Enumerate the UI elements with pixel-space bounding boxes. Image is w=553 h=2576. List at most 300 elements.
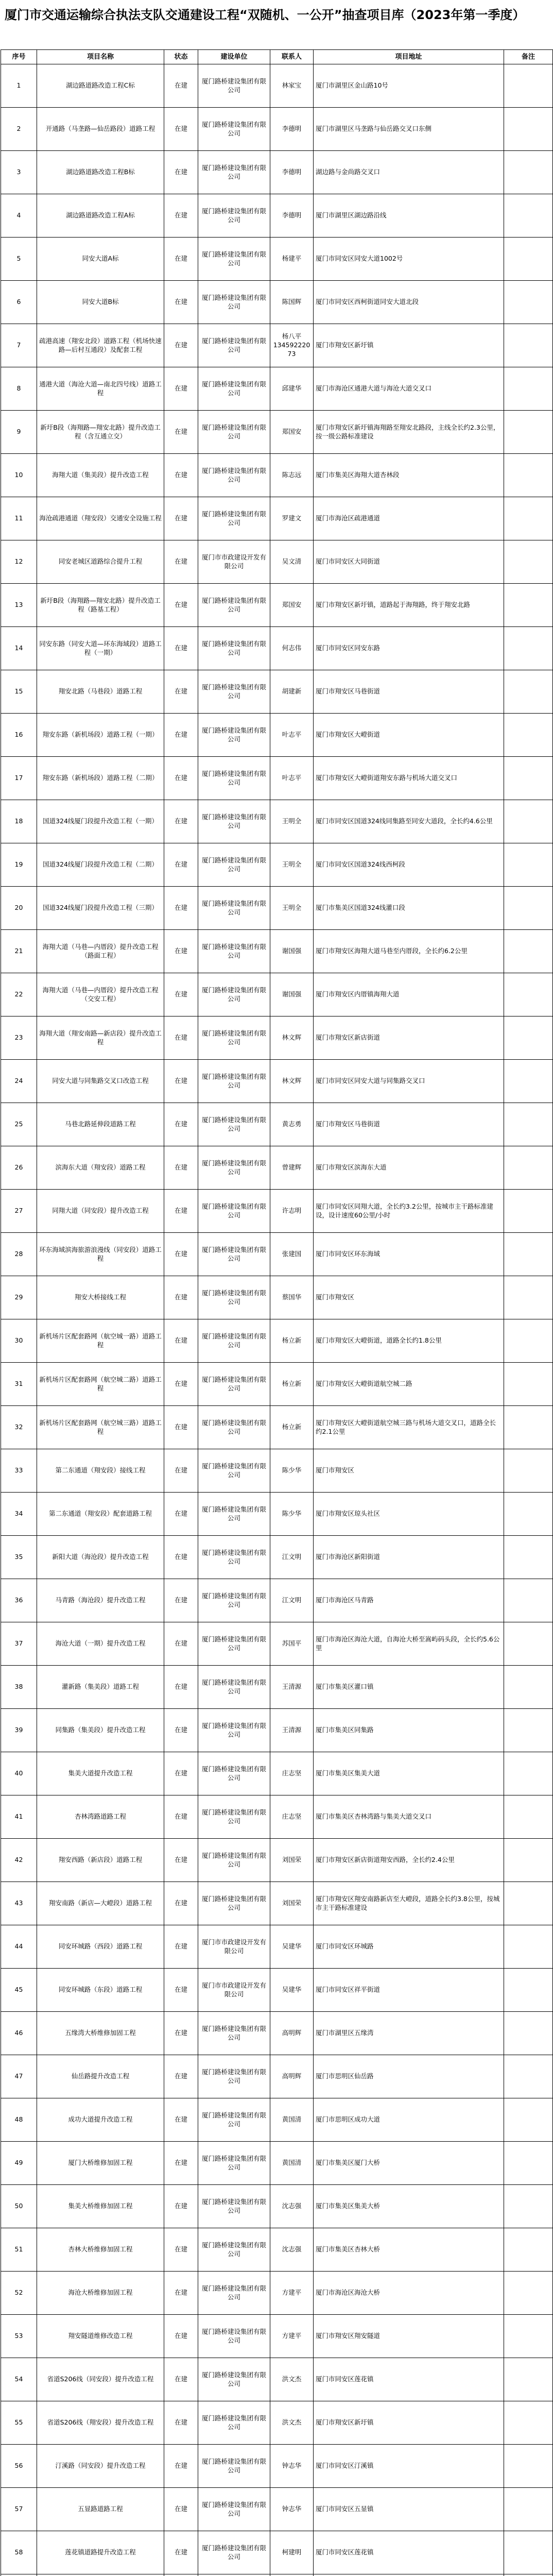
project-name: 新阳大道（海沧段）提升改造工程 [52,1553,149,1561]
row-number-cell [1,714,37,757]
construction-unit-cell [198,1146,270,1190]
project-status: 在建 [174,2289,187,2297]
project-address-cell [314,281,504,324]
project-status-cell [164,1536,198,1579]
project-name-cell [37,281,164,324]
project-status: 在建 [174,1380,187,1388]
remark-cell [504,194,553,238]
project-address: 厦门市翔安区新圩镇海翔路至翔安北路段，主线全长约2.3公里，按一级公路标准建设 [316,423,500,440]
project-status: 在建 [174,1986,187,1994]
project-status: 在建 [174,255,187,263]
project-address-cell [314,2531,504,2574]
row-number-cell [1,454,37,497]
project-address: 厦门市同安区同安大道1002号 [316,255,403,263]
contact-person: 谢国强 [282,947,302,955]
table-row [1,930,553,973]
row-number-cell [1,2142,37,2185]
remark-cell [504,151,553,194]
project-name: 海翔大道（翔安南路—新店段）提升改造工程 [39,1029,162,1046]
project-name: 海翔大道（集美段）提升改造工程 [52,471,149,479]
project-address: 厦门市翔安区马巷街道 [316,687,381,696]
row-number-cell [1,497,37,540]
project-status: 在建 [174,2375,187,2383]
project-status-cell [164,238,198,281]
contact-person: 杨立新 [282,1423,302,1431]
remark-cell [504,2488,553,2531]
project-status-cell [164,1493,198,1536]
project-name: 成功大道提升改造工程 [68,2115,133,2124]
row-number: 19 [14,860,23,869]
project-status-cell [164,1449,198,1493]
contact-person-cell [270,2488,314,2531]
contact-person: 洪文杰 [282,2375,302,2383]
row-number-cell [1,2445,37,2488]
project-status-cell [164,2185,198,2228]
project-status: 在建 [174,601,187,609]
project-name: 集美大道提升改造工程 [68,1769,133,1777]
project-status: 在建 [174,1510,187,1518]
construction-unit: 厦门路桥建设集团有限公司 [201,1202,266,1219]
table-row [1,1925,553,1969]
table-row [1,1839,553,1882]
project-status-cell [164,1233,198,1276]
project-status-cell [164,108,198,151]
construction-unit: 厦门路桥建设集团有限公司 [201,2024,266,2041]
remark-cell [504,1233,553,1276]
project-address-cell [314,1579,504,1622]
row-number-cell [1,2315,37,2358]
row-number: 33 [14,1466,23,1475]
project-status-cell [164,714,198,757]
project-status-cell [164,2531,198,2574]
project-name-cell [37,2574,164,2576]
project-name-cell [37,1969,164,2012]
project-status-cell [164,1103,198,1146]
contact-person-cell [270,1190,314,1233]
row-number: 58 [14,2548,23,2556]
contact-person-cell [270,2574,314,2576]
table-row [1,670,553,714]
project-name-cell [37,1536,164,1579]
project-address-cell [314,2315,504,2358]
project-name: 湖边路道路改造工程A标 [66,211,135,219]
row-number: 13 [14,601,23,609]
contact-person-cell [270,497,314,540]
construction-unit: 厦门路桥建设集团有限公司 [201,2544,266,2561]
project-status: 在建 [174,168,187,176]
project-status-cell [164,1363,198,1406]
construction-unit-cell [198,1925,270,1969]
remark-cell [504,108,553,151]
project-status-cell [164,1579,198,1622]
table-row [1,1103,553,1146]
row-number-cell [1,627,37,670]
project-address-cell [314,1536,504,1579]
contact-person: 沈志强 [282,2202,302,2210]
table-row [1,1146,553,1190]
project-name-cell [37,714,164,757]
project-address: 厦门市翔安区翔安南路新店至大嶝段，道路全长约3.8公里，按城市主干路标准建设 [316,1894,500,1911]
project-address: 厦门市集美区灌口镇 [316,1683,374,1691]
project-name: 翔安东路（新机场段）道路工程（一期） [42,731,159,739]
table-row [1,540,553,584]
project-name-cell [37,1233,164,1276]
remark-cell [504,1016,553,1060]
project-address-cell [314,757,504,800]
contact-person: 刘国荣 [282,1899,302,1907]
project-name: 新机场片区配套路网（航空城三路）道路工程 [39,1418,162,1435]
row-number: 23 [14,1033,23,1042]
project-name-cell [37,238,164,281]
project-name-cell [37,1666,164,1709]
project-address: 厦门市同安区祥平街道 [316,1986,381,1994]
project-address: 厦门市翔安区大嶝街道航空城二路 [316,1380,412,1388]
project-address: 厦门市集美区杏林大桥 [316,2245,381,2253]
project-address: 厦门市集美区杏林湾路与集美大道交叉口 [316,1812,432,1821]
project-address-cell [314,1795,504,1839]
construction-unit: 厦门路桥建设集团有限公司 [201,2414,266,2431]
project-name-cell [37,1276,164,1319]
construction-unit: 厦门市市政建设开发有限公司 [201,1938,266,1955]
project-name-cell [37,1060,164,1103]
row-number-cell [1,1493,37,1536]
project-status: 在建 [174,2115,187,2124]
row-number: 45 [14,1986,23,1994]
construction-unit: 厦门路桥建设集团有限公司 [201,942,266,959]
construction-unit: 厦门路桥建设集团有限公司 [201,1808,266,1825]
remark-cell [504,454,553,497]
table-row [1,1493,553,1536]
project-status: 在建 [174,1553,187,1561]
remark-cell [504,411,553,454]
contact-person-cell [270,1709,314,1752]
contact-person: 陈少华 [282,1466,302,1475]
remark-cell [504,2272,553,2315]
remark-cell [504,887,553,930]
project-address-cell [314,194,504,238]
table-row [1,1233,553,1276]
project-address-cell [314,1969,504,2012]
row-number: 57 [14,2505,23,2513]
construction-unit: 厦门路桥建设集团有限公司 [201,1289,266,1306]
project-name-cell [37,1190,164,1233]
row-number-cell [1,800,37,843]
contact-person-cell [270,2055,314,2098]
remark-cell [504,238,553,281]
row-number: 26 [14,1163,23,1172]
contact-person-cell [270,540,314,584]
contact-person: 蔡国华 [282,1293,302,1301]
project-status-cell [164,2055,198,2098]
project-status: 在建 [174,947,187,955]
project-name-cell [37,411,164,454]
construction-unit-cell [198,2272,270,2315]
project-status: 在建 [174,2245,187,2253]
row-number: 55 [14,2418,23,2427]
construction-unit-cell [198,1276,270,1319]
project-status: 在建 [174,1683,187,1691]
remark-cell [504,1666,553,1709]
row-number: 36 [14,1596,23,1604]
project-name: 马巷北路延伸段道路工程 [65,1120,136,1128]
project-status: 在建 [174,2505,187,2513]
contact-person: 江文明 [282,1596,302,1604]
construction-unit-cell [198,1319,270,1363]
row-number: 40 [14,1769,23,1777]
project-address: 厦门市同安区同翔大道，全长约3.2公里，按城市主干路标准建设，设计速度60公里/小时 [316,1202,493,1219]
project-name: 疏港高速（翔安北段）道路工程（机场快速路—后村互通段）及配套工程 [39,336,162,353]
construction-unit-cell [198,1190,270,1233]
contact-person: 罗建文 [282,514,302,522]
row-number-cell [1,1666,37,1709]
project-address: 厦门市翔安区 [316,1466,355,1475]
project-address-cell [314,930,504,973]
project-status: 在建 [174,2548,187,2556]
row-number: 22 [14,990,23,998]
construction-unit-cell [198,2055,270,2098]
construction-unit-cell [198,714,270,757]
construction-unit-cell [198,1969,270,2012]
project-address: 厦门市同安区国道324线同集路至同安大道段，全长约4.6公里 [316,817,493,825]
project-status: 在建 [174,341,187,349]
project-status-cell [164,1190,198,1233]
contact-person-cell [270,2272,314,2315]
project-status: 在建 [174,860,187,869]
document-title: 厦门市交通运输综合执法支队交通建设工程“双随机、一公开”抽查项目库（2023年第一季度） [5,8,525,22]
contact-person: 杨建平 [282,255,302,263]
table-row [1,2401,553,2445]
construction-unit-cell [198,1622,270,1666]
project-name: 同安东路（同安大道—环东海域段）道路工程（一期） [39,639,162,656]
project-status: 在建 [174,1769,187,1777]
project-status: 在建 [174,428,187,436]
project-address-cell [314,2228,504,2272]
project-address: 厦门市思明区仙岳路 [316,2072,374,2080]
project-name-cell [37,540,164,584]
row-number-cell [1,2358,37,2401]
table-row [1,108,553,151]
row-number: 32 [14,1423,23,1431]
construction-unit: 厦门路桥建设集团有限公司 [201,1375,266,1392]
remark-cell [504,2531,553,2574]
project-status-cell [164,1146,198,1190]
project-status-cell [164,1969,198,2012]
project-name-cell [37,367,164,411]
project-status: 在建 [174,1293,187,1301]
contact-person: 叶志平 [282,774,302,782]
construction-unit-cell [198,1103,270,1146]
row-number-cell [1,2574,37,2576]
project-address-cell [314,1060,504,1103]
contact-person: 李德明 [282,168,302,176]
project-name: 国道324线厦门段提升改造工程（二期） [43,860,158,869]
table-row [1,1969,553,2012]
contact-person: 郑国安 [282,601,302,609]
project-status: 在建 [174,557,187,566]
project-status-cell [164,843,198,887]
project-address-cell [314,108,504,151]
table-row [1,1579,553,1622]
project-name: 国道324线厦门段提升改造工程（一期） [43,817,158,825]
construction-unit: 厦门路桥建设集团有限公司 [201,596,266,613]
contact-person: 许志明 [282,1207,302,1215]
row-number: 11 [14,514,23,522]
project-name-cell [37,324,164,367]
project-address: 厦门市翔安区 [316,1293,355,1301]
row-number-cell [1,1060,37,1103]
row-number: 3 [16,168,21,176]
project-name: 海翔大道（马巷—内厝段）提升改造工程（交安工程） [42,986,159,1003]
project-name-cell [37,1579,164,1622]
row-number: 53 [14,2332,23,2340]
contact-person-cell [270,1449,314,1493]
construction-unit: 厦门路桥建设集团有限公司 [201,2154,266,2171]
contact-person-cell [270,757,314,800]
contact-person-cell [270,670,314,714]
contact-person-cell [270,930,314,973]
project-address: 厦门市翔安区马巷街道 [316,1120,381,1128]
row-number: 16 [14,731,23,739]
project-status: 在建 [174,817,187,825]
project-name: 翔安大桥接线工程 [74,1293,126,1301]
project-name: 同翔大道（同安段）提升改造工程 [52,1207,149,1215]
construction-unit-cell [198,843,270,887]
table-row [1,2185,553,2228]
contact-person: 杨立新 [282,1336,302,1345]
row-number-cell [1,887,37,930]
row-number: 4 [16,211,21,219]
table-row [1,194,553,238]
construction-unit-cell [198,2358,270,2401]
project-address-cell [314,1363,504,1406]
contact-person-cell [270,2531,314,2574]
construction-unit-cell [198,2315,270,2358]
project-address-cell [314,2055,504,2098]
construction-unit: 厦门路桥建设集团有限公司 [201,1072,266,1089]
project-address-cell [314,1666,504,1709]
project-address-cell [314,1925,504,1969]
contact-person-cell [270,1925,314,1969]
project-status: 在建 [174,2418,187,2427]
project-name: 同安环城路（东段）道路工程 [58,1986,143,1994]
project-name: 集美大桥维修加固工程 [68,2202,133,2210]
remark-cell [504,1536,553,1579]
contact-person: 高明辉 [282,2029,302,2037]
contact-person-cell [270,1795,314,1839]
project-name: 海沧大道（一期）提升改造工程 [55,1639,146,1648]
project-name: 国道324线厦门段提升改造工程（三期） [43,904,158,912]
project-address-cell [314,1622,504,1666]
row-number: 1 [16,81,21,90]
project-status: 在建 [174,1336,187,1345]
remark-cell [504,1969,553,2012]
construction-unit-cell [198,2445,270,2488]
remark-cell [504,930,553,973]
contact-person: 林文辉 [282,1077,302,1085]
project-address-cell [314,2574,504,2576]
contact-person-cell [270,1233,314,1276]
project-name: 翔安北路（马巷段）道路工程 [58,687,143,696]
project-status-cell [164,2574,198,2576]
contact-person-cell [270,800,314,843]
contact-person: 王明全 [282,904,302,912]
project-name-cell [37,2488,164,2531]
contact-person: 方建平 [282,2332,302,2340]
row-number: 34 [14,1510,23,1518]
construction-unit: 厦门路桥建设集团有限公司 [201,2327,266,2344]
project-address-cell [314,670,504,714]
project-address: 厦门市集美区同集路 [316,1726,374,1734]
project-address-cell [314,64,504,108]
project-name-cell [37,194,164,238]
row-number: 6 [16,298,21,306]
table-row [1,497,553,540]
remark-cell [504,1752,553,1795]
header-row [1,50,553,64]
row-number-cell [1,2488,37,2531]
project-address-cell [314,1276,504,1319]
project-status: 在建 [174,125,187,133]
remark-cell [504,1060,553,1103]
project-name: 五缘湾大桥维修加固工程 [65,2029,136,2037]
contact-person-cell [270,843,314,887]
row-number-cell [1,1016,37,1060]
table-row [1,2098,553,2142]
project-status: 在建 [174,1596,187,1604]
project-name-cell [37,2531,164,2574]
project-name: 同安大道与同集路交叉口改造工程 [52,1077,149,1085]
project-name: 马青路（海沧段）提升改造工程 [55,1596,146,1604]
project-name-cell [37,843,164,887]
construction-unit: 厦门路桥建设集团有限公司 [201,510,266,527]
project-address: 厦门市翔安区新圩镇，道路起于海翔路，终于翔安北路 [316,601,471,609]
project-name: 省道S206线（翔安段）提升改造工程 [47,2418,154,2427]
contact-person-cell [270,1363,314,1406]
construction-unit-cell [198,2098,270,2142]
row-number-cell [1,1882,37,1925]
project-name: 湖边路道路改造工程B标 [66,168,135,176]
row-number-cell [1,324,37,367]
project-status-cell [164,1406,198,1449]
project-address-cell [314,1882,504,1925]
project-address-cell [314,2401,504,2445]
remark-cell [504,2012,553,2055]
contact-person-cell [270,1493,314,1536]
remark-cell [504,800,553,843]
project-status: 在建 [174,990,187,998]
project-address: 厦门市翔安区滨海东大道 [316,1163,387,1172]
remark-cell [504,2574,553,2576]
construction-unit-cell [198,584,270,627]
contact-person: 林文辉 [282,1033,302,1042]
project-address-cell [314,800,504,843]
project-address-cell [314,1449,504,1493]
project-address-cell [314,497,504,540]
project-address-cell [314,1752,504,1795]
row-number: 14 [14,644,23,652]
project-name: 环东海域滨海旅游浪漫线（同安段）道路工程 [39,1245,162,1262]
remark-cell [504,1622,553,1666]
contact-person-cell [270,1060,314,1103]
project-address: 厦门市同安区莲花镇 [316,2548,374,2556]
construction-unit: 厦门路桥建设集团有限公司 [201,639,266,656]
row-number-cell [1,843,37,887]
project-name-cell [37,2315,164,2358]
project-status-cell [164,1622,198,1666]
project-status-cell [164,324,198,367]
table-row [1,584,553,627]
project-address: 厦门市海沧区马青路 [316,1596,374,1604]
